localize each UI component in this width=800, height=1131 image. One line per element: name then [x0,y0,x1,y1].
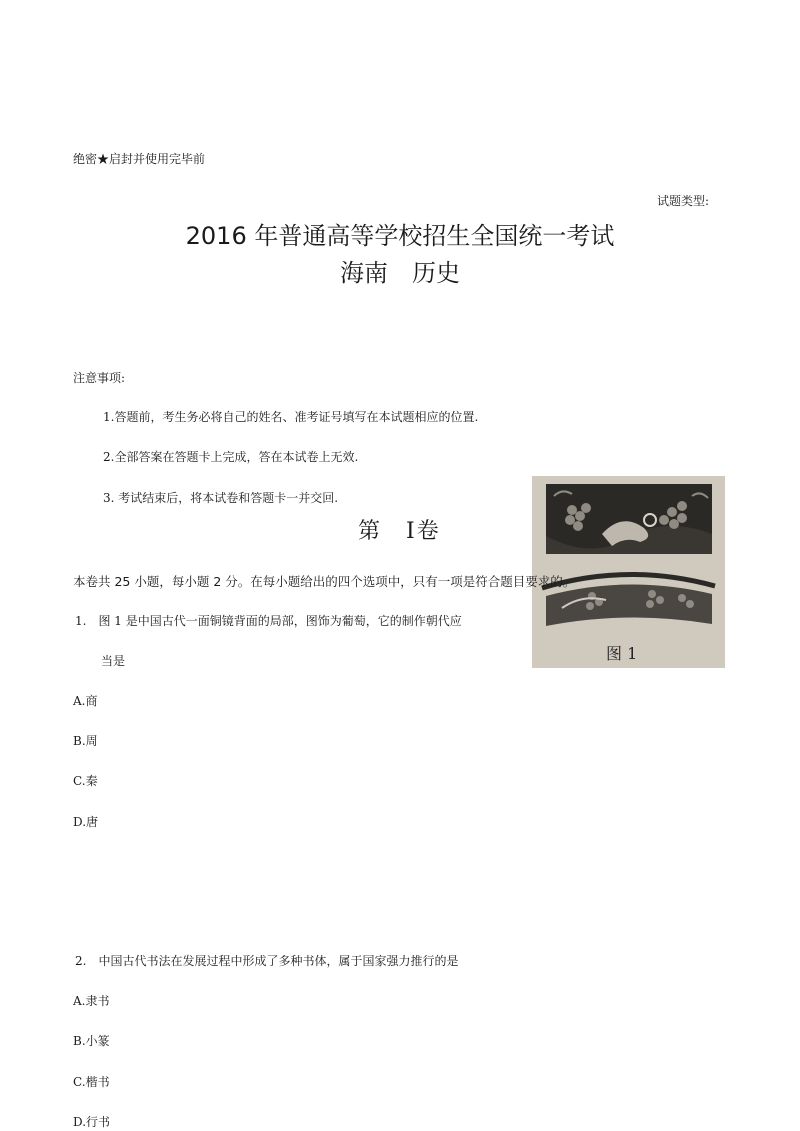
question-1-stem: 1. 图 1 是中国古代一面铜镜背面的局部，图饰为葡萄，它的制作朝代应 [75,614,462,628]
confidential-notice: 绝密★启封并使用完毕前 [73,152,206,166]
question-2-option-d: D.行书 [73,1115,111,1129]
question-type-label: 试题类型: [657,194,710,208]
note-item: 2.全部答案在答题卡上完成，答在本试卷上无效. [103,450,359,464]
section-title: 第 Ⅰ卷 [358,519,441,544]
section-intro: 本卷共 25 小题，每小题 2 分。在每小题给出的四个选项中，只有一项是符合题目要求的。 [73,574,576,589]
note-item: 3. 考试结束后，将本试卷和答题卡一并交回. [103,491,339,505]
notes-heading: 注意事项: [73,371,126,385]
question-1-option-c: C.秦 [73,774,98,788]
question-2-option-a: A.隶书 [73,994,110,1008]
exam-title: 2016 年普通高等学校招生全国统一考试 [185,222,615,250]
question-2-option-b: B.小篆 [73,1034,110,1048]
question-1-stem-continued: 当是 [101,654,126,668]
figure-caption: 图 1 [606,644,638,663]
question-2-stem: 2. 中国古代书法在发展过程中形成了多种书体，属于国家强力推行的是 [75,954,459,968]
question-1-option-d: D.唐 [73,815,99,829]
exam-subject-title: 海南 历史 [340,259,460,287]
question-2-option-c: C.楷书 [73,1075,110,1089]
note-item: 1.答题前，考生务必将自己的姓名、准考证号填写在本试题相应的位置. [103,410,479,424]
question-1-option-a: A.商 [73,694,98,708]
question-1-option-b: B.周 [73,734,98,748]
